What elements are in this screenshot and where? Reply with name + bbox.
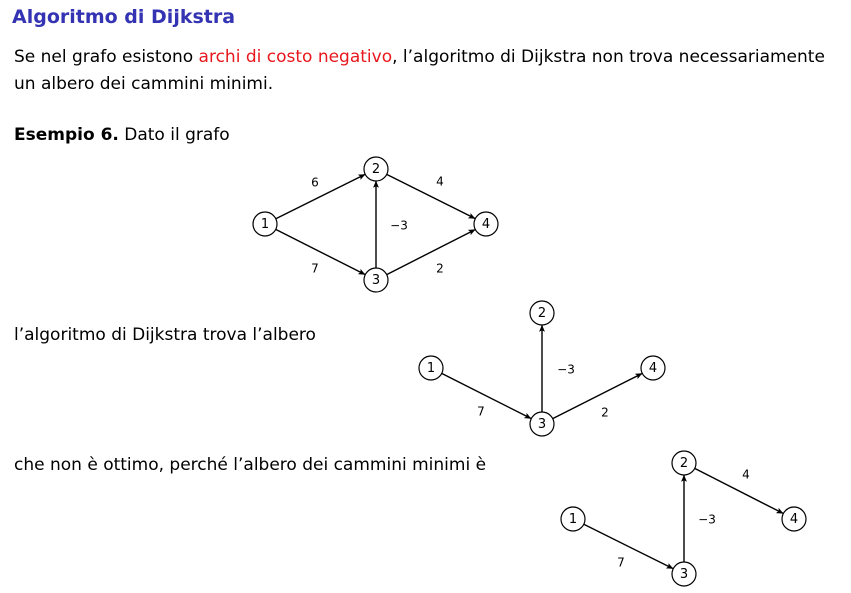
optimal-sentence: che non è ottimo, perché l’albero dei cammini minimi è xyxy=(14,455,487,475)
graph-3 xyxy=(561,451,806,586)
example-text: Dato il grafo xyxy=(118,125,230,145)
node-label-2: 2 xyxy=(537,306,547,321)
node-label-3: 3 xyxy=(537,417,547,432)
edge-1-2 xyxy=(276,175,365,219)
node-label-1: 1 xyxy=(260,217,270,232)
edge-cost-3-2: −3 xyxy=(557,362,575,377)
intro-text-start: Se nel grafo esistono xyxy=(14,47,199,67)
edge-2-4 xyxy=(387,174,475,218)
edge-1-3 xyxy=(276,229,365,274)
edge-cost-1-3: 7 xyxy=(311,261,319,276)
tree-sentence: l’algoritmo di Dijkstra trova l’albero xyxy=(14,325,316,345)
node-label-4: 4 xyxy=(789,512,799,527)
node-label-4: 4 xyxy=(648,361,658,376)
node-label-2: 2 xyxy=(679,456,689,471)
edge-cost-3-4: 2 xyxy=(601,405,609,420)
edge-cost-3-2: −3 xyxy=(390,218,408,233)
edge-cost-1-2: 6 xyxy=(311,175,319,190)
node-label-4: 4 xyxy=(481,217,491,232)
node-label-1: 1 xyxy=(568,512,578,527)
example-label: Esempio 6. xyxy=(14,125,119,145)
node-label-2: 2 xyxy=(371,162,381,177)
edge-1-3 xyxy=(584,524,673,568)
node-label-1: 1 xyxy=(426,361,436,376)
intro-highlight: archi di costo negativo xyxy=(198,47,393,67)
slide-title: Algoritmo di Dijkstra xyxy=(12,6,236,28)
edge-2-4 xyxy=(695,468,783,513)
graph-2 xyxy=(419,301,665,436)
node-label-3: 3 xyxy=(371,273,381,288)
edge-cost-2-4: 4 xyxy=(742,467,750,482)
edge-cost-3-2: −3 xyxy=(698,512,716,527)
edge-1-3 xyxy=(442,373,531,418)
edge-cost-3-4: 2 xyxy=(436,261,444,276)
node-label-3: 3 xyxy=(679,567,689,582)
edge-cost-1-3: 7 xyxy=(617,555,625,570)
edge-cost-1-3: 7 xyxy=(477,404,485,419)
intro-text-end: , l’algoritmo di Dijkstra non trova necessariamente un albero dei cammini minimi. xyxy=(14,47,825,94)
edge-cost-2-4: 4 xyxy=(436,174,444,189)
graph-1 xyxy=(253,157,498,292)
edge-3-4 xyxy=(387,230,475,275)
edge-3-4 xyxy=(553,374,642,419)
